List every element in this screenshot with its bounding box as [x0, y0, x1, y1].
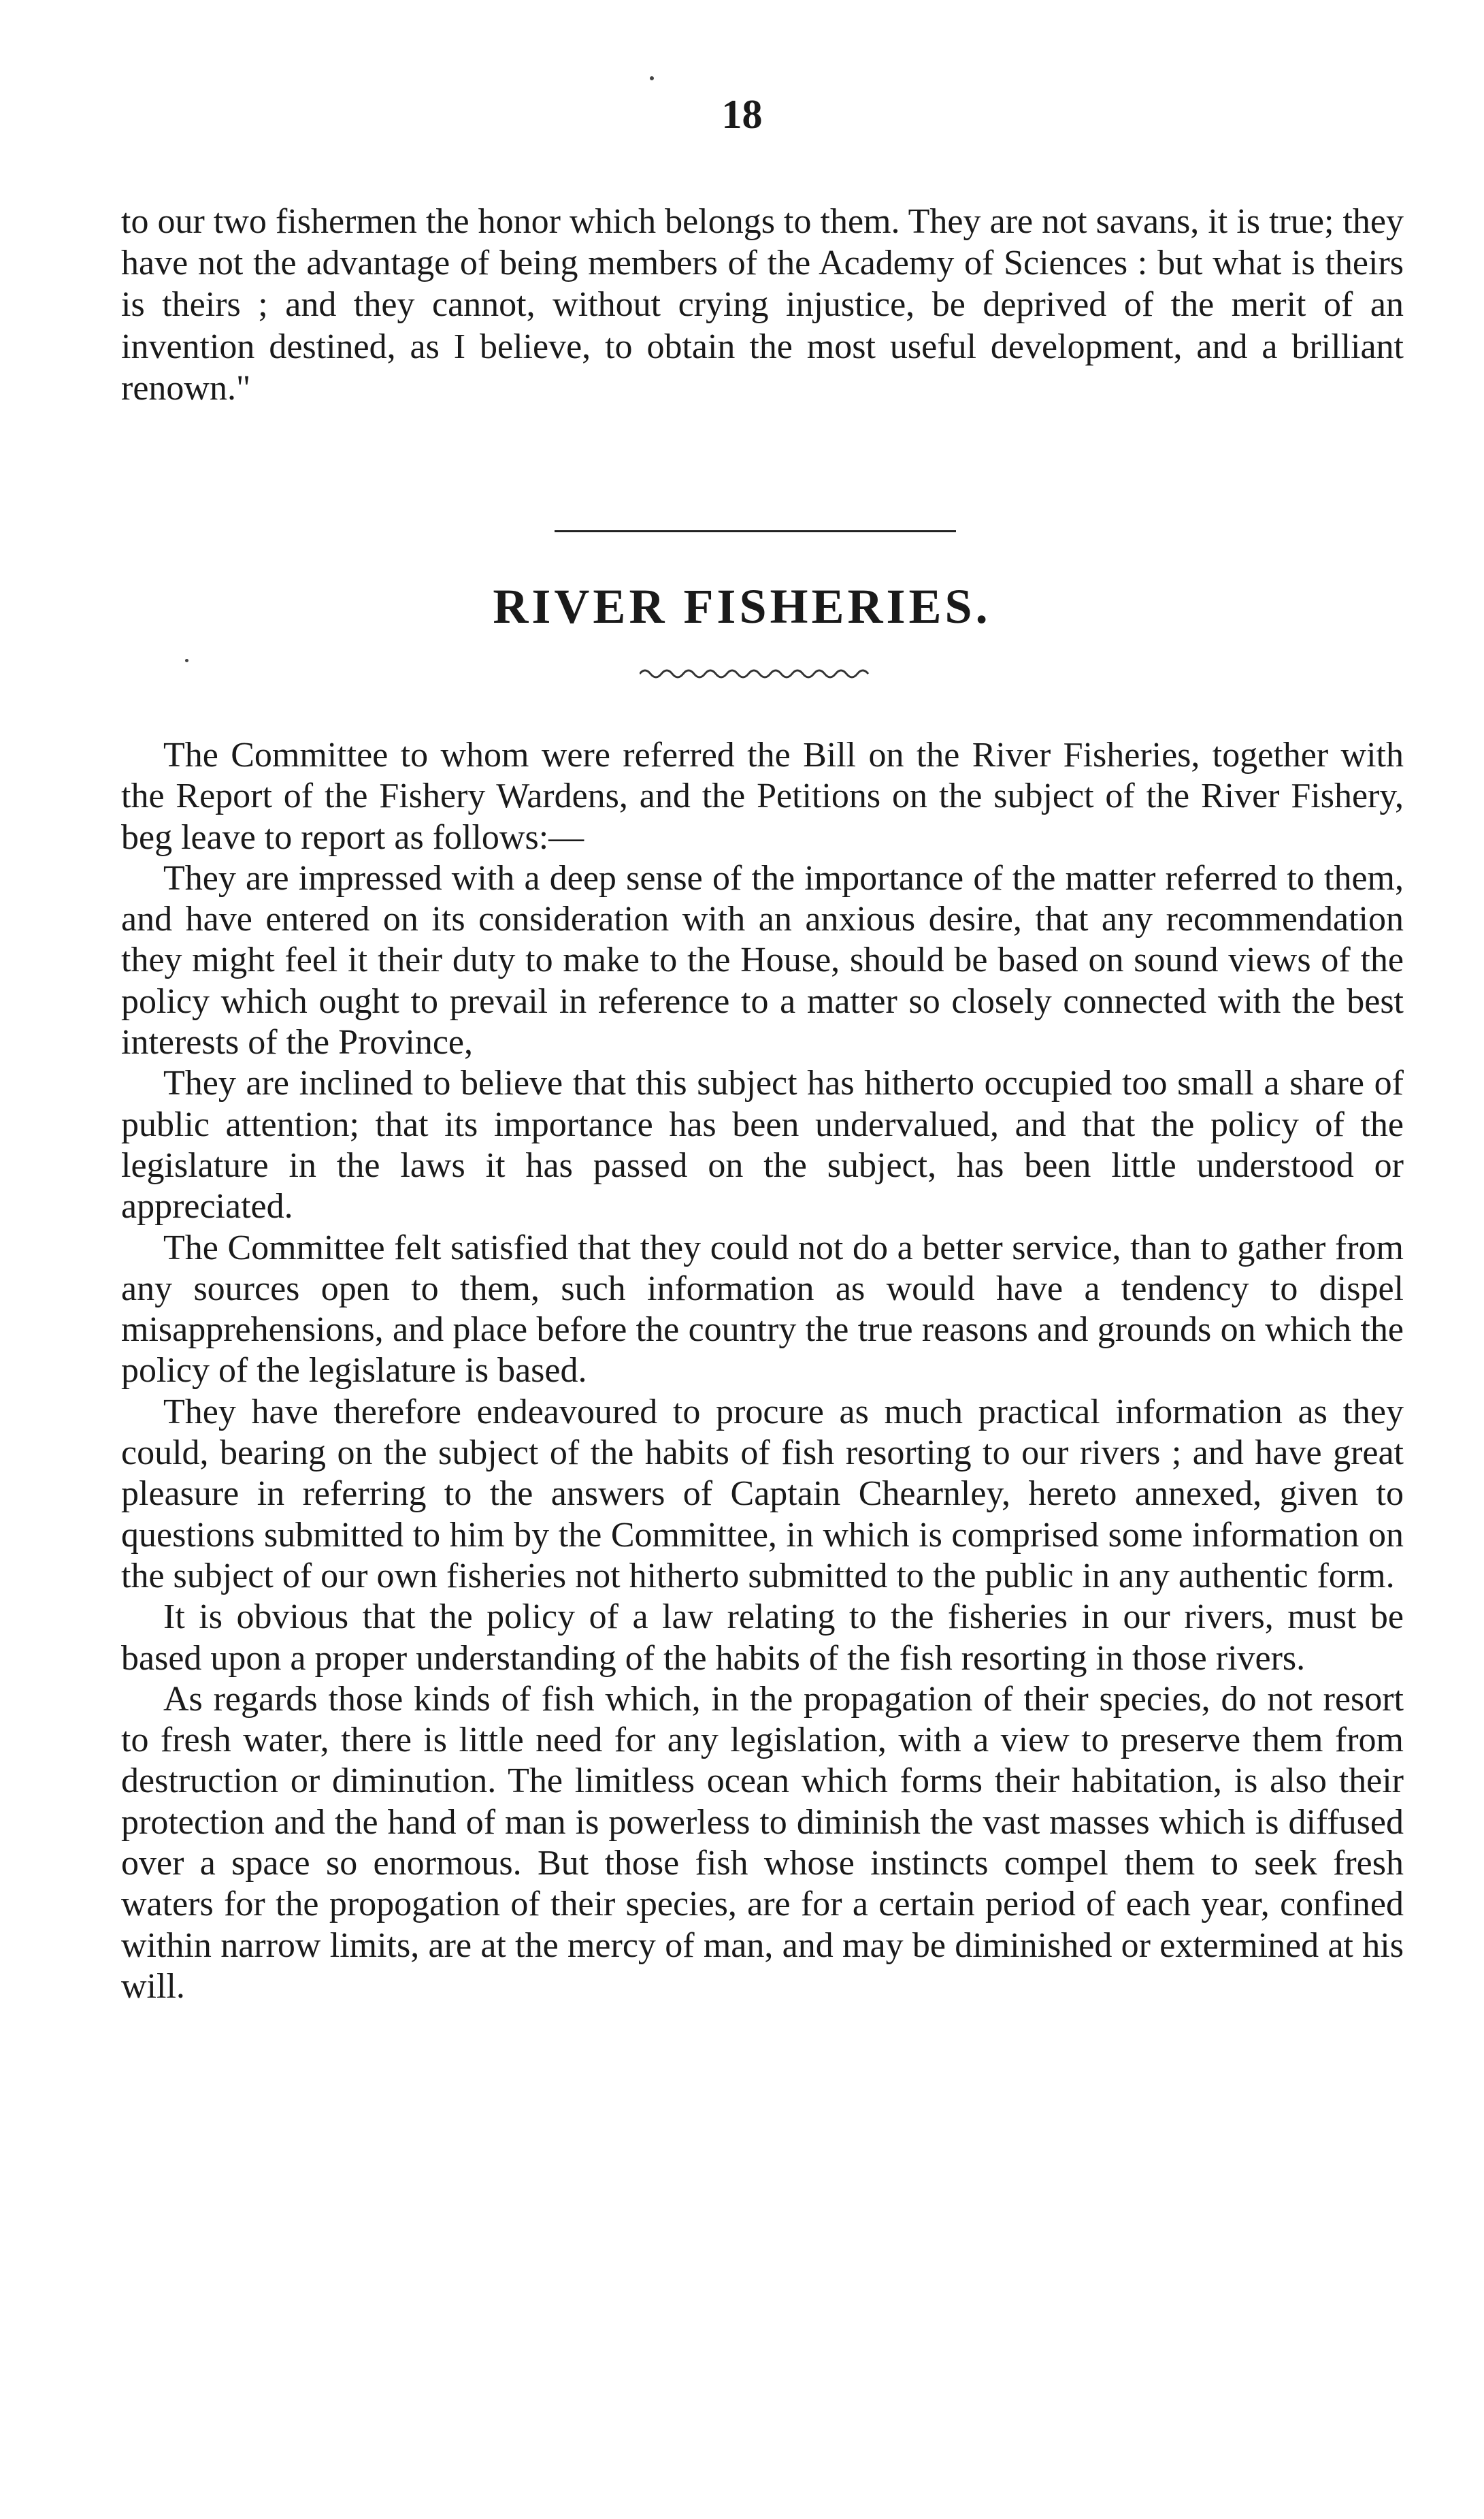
page-number: 18	[721, 92, 763, 137]
print-speck	[650, 76, 654, 80]
report-body	[121, 735, 1404, 2007]
section-divider	[555, 530, 956, 532]
paragraph: It is obvious that the policy of a law relating to the fisheries in our rivers, must be based upon a proper understanding of the habits of the fish resorting in those rivers.	[121, 1597, 1404, 1678]
wavy-ornament-icon	[640, 664, 871, 684]
paragraph: The Committee to whom were referred the Bill on the River Fisheries, together with the Report of the Fishery Wardens, and the Petitions on the subject of the River Fishery, beg leave to report as follows:—	[121, 736, 1404, 857]
paragraph: They have therefore endeavoured to procure as much practical information as they could, bearing on the subject of the habits of fish resorting to our rivers ; and have great pleasure in referring to the answers of Captain Chearnley, hereto annexed, given to questions submitted to him by the Committee, in which is comprised some information on the subject of our own fisheries not hitherto submitted to the public in any authentic form.	[121, 1392, 1404, 1595]
paragraph: The Committee felt satisfied that they could not do a better service, than to gather from any sources open to them, such information as would have a tendency to dispel misapprehensions, and place before the country the true reasons and grounds on which the policy of the legislature is based.	[121, 1228, 1404, 1391]
paragraph: As regards those kinds of fish which, in the propagation of their species, do not resort to fresh water, there is little need for any legislation, with a view to preserve them from destruction or diminution. The limitless ocean which forms their habitation, is also their protection and the hand of man is powerless to diminish the vast masses which is diffused over a space so enormous. But those fish whose instincts compel them to seek fresh waters for the propogation of their species, are for a certain period of each year, confined within narrow limits, are at the mercy of man, and may be diminished or extermined at his will.	[121, 1679, 1404, 2006]
section-title: RIVER FISHERIES.	[493, 579, 991, 634]
paragraph: They are impressed with a deep sense of the importance of the matter referred to them, and have entered on its consideration with an anxious desire, that any recommendation they might feel it their duty to make to the House, should be based on sound views of the policy which ought to prevail in reference to a matter so closely connected with the best interests of the Province,	[121, 858, 1404, 1062]
print-speck	[185, 659, 188, 662]
paragraph: They are inclined to believe that this subject has hitherto occupied too small a share of public attention; that its importance has been undervalued, and that the policy of the legislature in the laws it has passed on the subject, has been little understood or appreciated.	[121, 1064, 1404, 1226]
paragraph: to our two fishermen the honor which belongs to them. They are not savans, it is true; they have not the advantage of being members of the Academy of Sciences : but what is theirs is theirs ; and they cannot, without crying injustice, be deprived of the merit of an invention destined, as I believe, to obtain the most useful development, and a brilliant renown."	[121, 202, 1404, 408]
continuation-text	[121, 201, 1404, 409]
